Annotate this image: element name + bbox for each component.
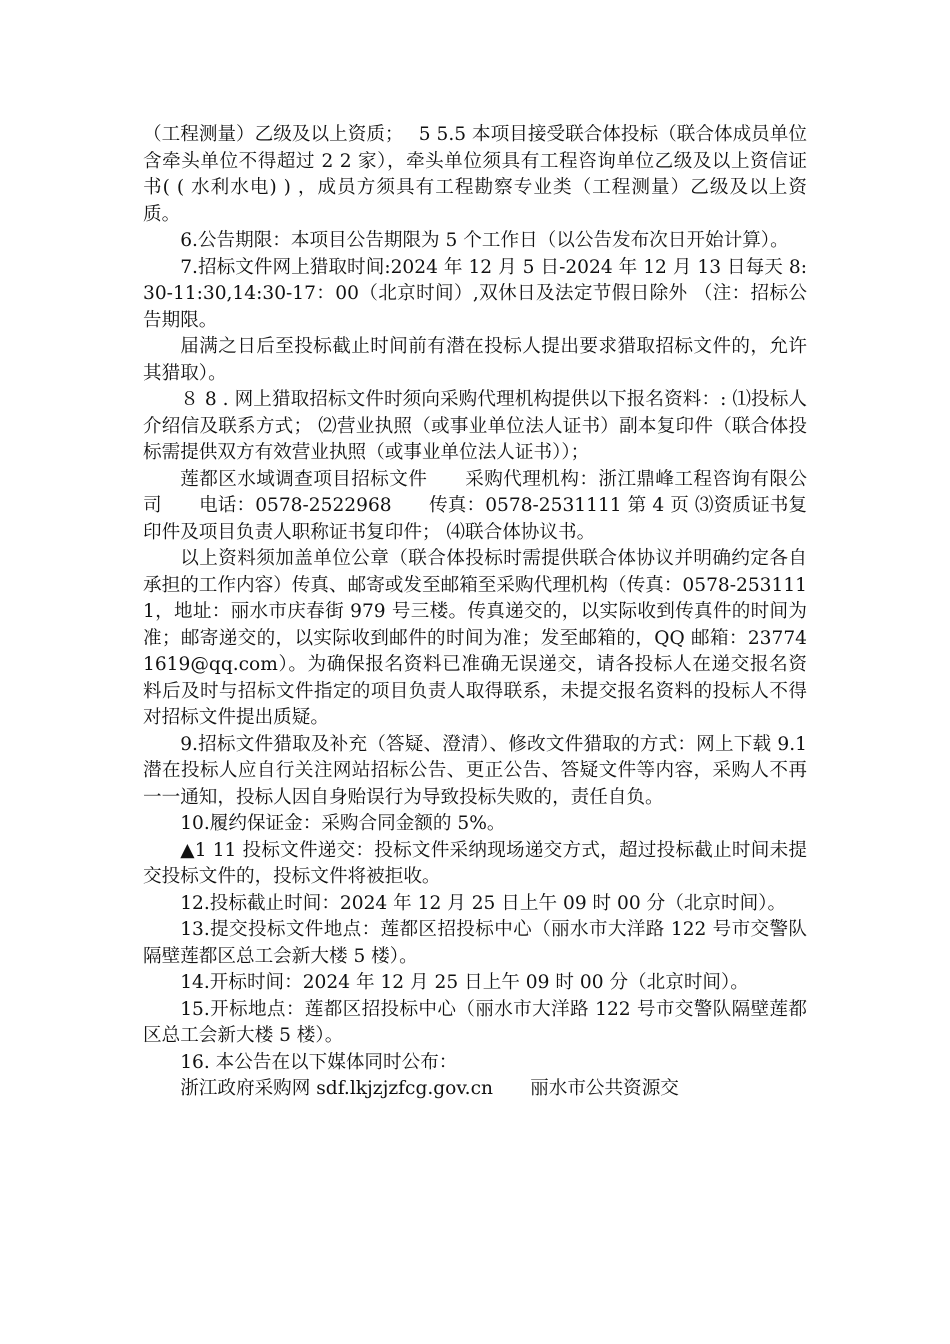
paragraph-performance-bond: 10.履约保证金：采购合同金额的 5%。 bbox=[180, 813, 506, 834]
paragraph-submission-method: 以上资料须加盖单位公章（联合体投标时需提供联合体协议并明确约定各自承担的工作内容）传真、邮寄或发至邮箱至采购代理机构（传真：0578-2531111，地址：丽水市庆春街 979 号三楼。传真递交的，以实际收到传真件的时间为准；邮寄递交的，以实际收到邮件的时间为准；发至邮箱的，QQ 邮箱：237741619@qq.com）。为确保报名资料已准确无误递交，请各投标人在递交报名资料后及时与招标文件指定的项目负责人取得联系，未提交报名资料的投标人不得对招标文件提出质疑。 bbox=[143, 548, 807, 728]
paragraph-media-intro: 16. 本公告在以下媒体同时公布： bbox=[180, 1051, 458, 1073]
paragraph-bid-submission: ▲1 11 投标文件递交：投标文件采纳现场递交方式，超过投标截止时间未提交投标文件的，投标文件将被拒收。 bbox=[143, 839, 807, 887]
paragraph-submission-location: 13.提交投标文件地点：莲都区招投标中心（丽水市大洋路 122 号市交警队隔壁莲都区总工会新大楼 5 楼）。 bbox=[143, 919, 807, 967]
paragraph-agency-contact: 莲都区水域调查项目招标文件 采购代理机构：浙江鼎峰工程咨询有限公司 电话：0578-2522968 传真：0578-2531111 第 4 页 ⑶资质证书复印件及项目负责人职称证书复印件； ⑷联合体协议书。 bbox=[143, 468, 807, 543]
paragraph-opening-time: 14.开标时间：2024 年 12 月 25 日上午 09 时 00 分（北京时间）。 bbox=[180, 972, 749, 993]
document-body bbox=[143, 122, 807, 1103]
paragraph-document-acquisition: 9.招标文件猎取及补充（答疑、澄清）、修改文件猎取的方式：网上下载 9.1 潜在投标人应自行关注网站招标公告、更正公告、答疑文件等内容，采购人不再一一通知，投标人因自身贻误行为导致投标失败的，责任自负。 bbox=[143, 733, 807, 808]
paragraph-opening-location: 15.开标地点：莲都区招投标中心（丽水市大洋路 122 号市交警队隔壁莲都区总工会新大楼 5 楼）。 bbox=[143, 998, 807, 1046]
paragraph-registration-materials: ８ 8 . 网上猎取招标文件时须向采购代理机构提供以下报名资料：: ⑴投标人介绍信及联系方式； ⑵营业执照（或事业单位法人证书）副本复印件（联合体投标需提供双方有效营业执照（或事业单位法人证书））； bbox=[143, 389, 807, 463]
paragraph-bid-deadline: 12.投标截止时间：2024 年 12 月 25 日上午 09 时 00 分（北京时间）。 bbox=[180, 892, 787, 914]
paragraph-download-time: 7.招标文件网上猎取时间:2024 年 12 月 5 日-2024 年 12 月 13 日每天 8:30-11:30,14:30-17：00（北京时间）,双休日及法定节假日除外 （注：招标公告期限。 bbox=[143, 256, 807, 331]
paragraph-media-list: 浙江政府采购网 sdf.lkjzjzfcg.gov.cn 丽水市公共资源交 bbox=[180, 1078, 679, 1099]
paragraph-announcement-period: 6.公告期限：本项目公告期限为 5 个工作日（以公告发布次日开始计算）。 bbox=[180, 230, 789, 251]
paragraph-download-note: 届满之日后至投标截止时间前有潜在投标人提出要求猎取招标文件的，允许其猎取）。 bbox=[143, 336, 807, 384]
paragraph-qualification: （工程测量）乙级及以上资质； 5 5.5 本项目接受联合体投标（联合体成员单位含牵头单位不得超过 2 2 家），牵头单位须具有工程咨询单位乙级及以上资信证书( ( 水利水电) ) ，成员方须具有工程勘察专业类（工程测量）乙级及以上资质。 bbox=[143, 124, 807, 225]
